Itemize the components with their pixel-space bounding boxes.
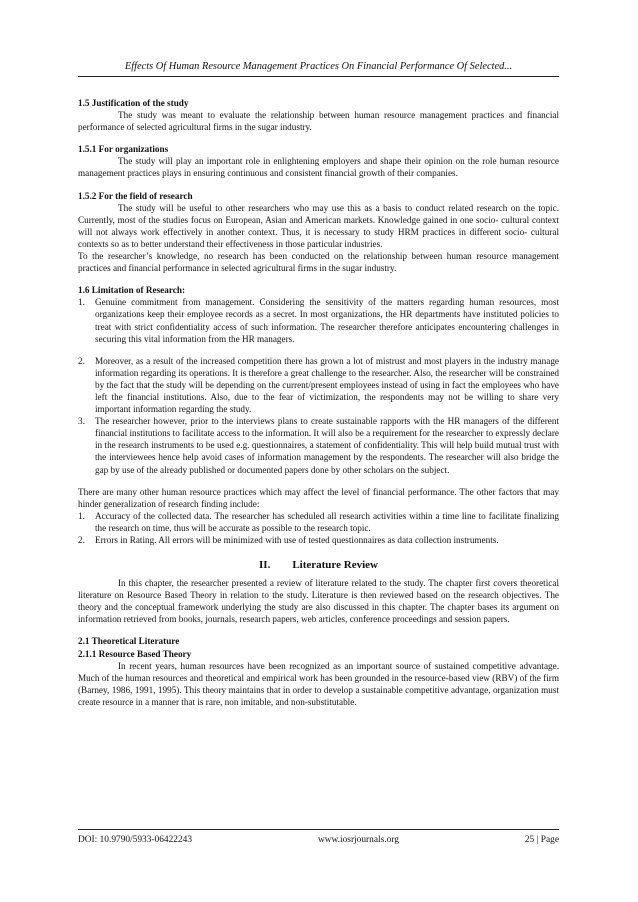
section-heading-1-5: 1.5 Justification of the study xyxy=(78,98,189,108)
other-factors-list xyxy=(78,510,559,546)
list-item xyxy=(78,355,559,415)
paragraph-literature-review: In this chapter, the researcher presented a review of literature related to the study. The chapter first covers theoretical literature on Resource Based Theory in relation to the study. Literature is then reviewed based on the research objectives. The theory and the conceptual framework underlying the study are also discussed in this chapter. The chapter bases its argument on information retrieved from books, journals, research papers, web articles, conference proceedings and session papers. xyxy=(78,578,559,625)
list-number: 1. xyxy=(78,510,85,521)
section-heading-1-6: 1.6 Limitation of Research: xyxy=(78,285,186,296)
section-title-text: Literature Review xyxy=(292,559,378,572)
list-number: 2. xyxy=(78,355,85,366)
section-heading-1-5-1: 1.5.1 For organizations xyxy=(78,144,169,155)
limitations-list xyxy=(78,296,559,475)
list-text: Accuracy of the collected data. The researcher has scheduled all research activities within a time line to facilitate finalizing the research on time, thus will be accurate as possible to the research topic. xyxy=(95,510,559,533)
section-title-literature-review xyxy=(78,558,559,572)
paragraph-1-5: The study was meant to evaluate the relationship between human resource management practices and financial performance of selected agricultural firms in the sugar industry. xyxy=(78,110,559,133)
section-heading-2-1: 2.1 Theoretical Literature xyxy=(78,636,180,647)
page-footer xyxy=(78,829,559,846)
list-number: 3. xyxy=(78,416,85,427)
page-body xyxy=(78,97,559,708)
list-item xyxy=(78,296,559,344)
list-text: Genuine commitment from management. Considering the sensitivity of the matters regarding human resources, most organizations keep their employee records as a secret. In most organizations, the HR departments have instituted policies to treat with strict confidentiality access of such information. The researcher therefore anticipates encountering challenges in securing this vital information from the HR managers. xyxy=(95,297,559,344)
paragraph-1-5-2-a: The study will be useful to other researchers who may use this as a basis to conduct related research on the topic. Currently, most of the studies focus on European, Asian and American markets. Knowledge gained in one socio- cultural context will not always work effectively in another context. Thus, it is necessary to study HRM practices in different socio- cultural contexts so as to better understand their effectiveness in those particular industries. xyxy=(78,202,559,249)
paper-page xyxy=(78,0,559,902)
list-number: 1. xyxy=(78,297,85,308)
footer-doi: DOI: 10.9790/5933-06422243 xyxy=(78,835,193,845)
footer-website-link[interactable]: www.iosrjournals.org xyxy=(317,835,399,845)
footer-page-number: 25 | Page xyxy=(524,835,559,845)
list-item xyxy=(78,510,559,534)
list-number: 2. xyxy=(78,535,85,545)
running-header: Effects Of Human Resource Management Practices On Financial Performance Of Selected... xyxy=(78,60,559,77)
section-heading-1-5-2: 1.5.2 For the field of research xyxy=(78,190,193,201)
paragraph-other-factors: There are many other human resource practices which may affect the level of financial performance. The other factors that may hinder generalization of research finding include: xyxy=(78,486,559,509)
list-item xyxy=(78,534,559,546)
list-text: Moreover, as a result of the increased competition there has grown a lot of mistrust and most players in the industry manage information regarding its operations. It is therefore a great challenge to the researcher. Also, the researcher will be constrained by the fact that the study will be depending on the current/present employees instead of using in fact the employees who have left the financial institutions. Also, due to the fear of victimization, the respondents may not be willing to share very important information regarding the study. xyxy=(95,355,559,415)
paragraph-2-1-1: In recent years, human resources have been recognized as an important source of sustained competitive advantage. Much of the human resources and theoretical and empirical work has been grounded in the resource-based view (RBV) of the firm (Barney, 1986, 1991, 1995). This theory maintains that in order to develop a sustainable competitive advantage, organization must create resource in a manner that is rare, non imitable, and non-substitutable. xyxy=(78,660,559,707)
section-heading-2-1-1: 2.1.1 Resource Based Theory xyxy=(78,648,192,659)
list-text: The researcher however, prior to the interviews plans to create sustainable rapports with the HR managers of the different financial institutions to facilitate access to the information. It will also be a requirement for the researcher to expressly declare in the research instruments to be used e.g. questionnaires, a statement of confidentiality. This will help build mutual trust with the interviewees hence help avoid cases of information management by the respondents. The researcher will also bridge the gap by use of the already published or documented papers done by other scholars on the subject. xyxy=(95,416,559,475)
paragraph-1-5-2-b: To the researcher’s knowledge, no research has been conducted on the relationship between human resource management practices and financial performance in selected agricultural firms in the sugar industry. xyxy=(78,251,559,274)
paragraph-1-5-1: The study will play an important role in enlightening employers and shape their opinion on the role human resource management practices plays in ensuring continuous and consistent financial growth of their companies. xyxy=(78,156,559,179)
section-roman-numeral: II. xyxy=(259,559,271,572)
list-text: Errors in Rating. All errors will be minimized with use of tested questionnaires as data collection instruments. xyxy=(95,535,499,545)
list-item xyxy=(78,415,559,475)
